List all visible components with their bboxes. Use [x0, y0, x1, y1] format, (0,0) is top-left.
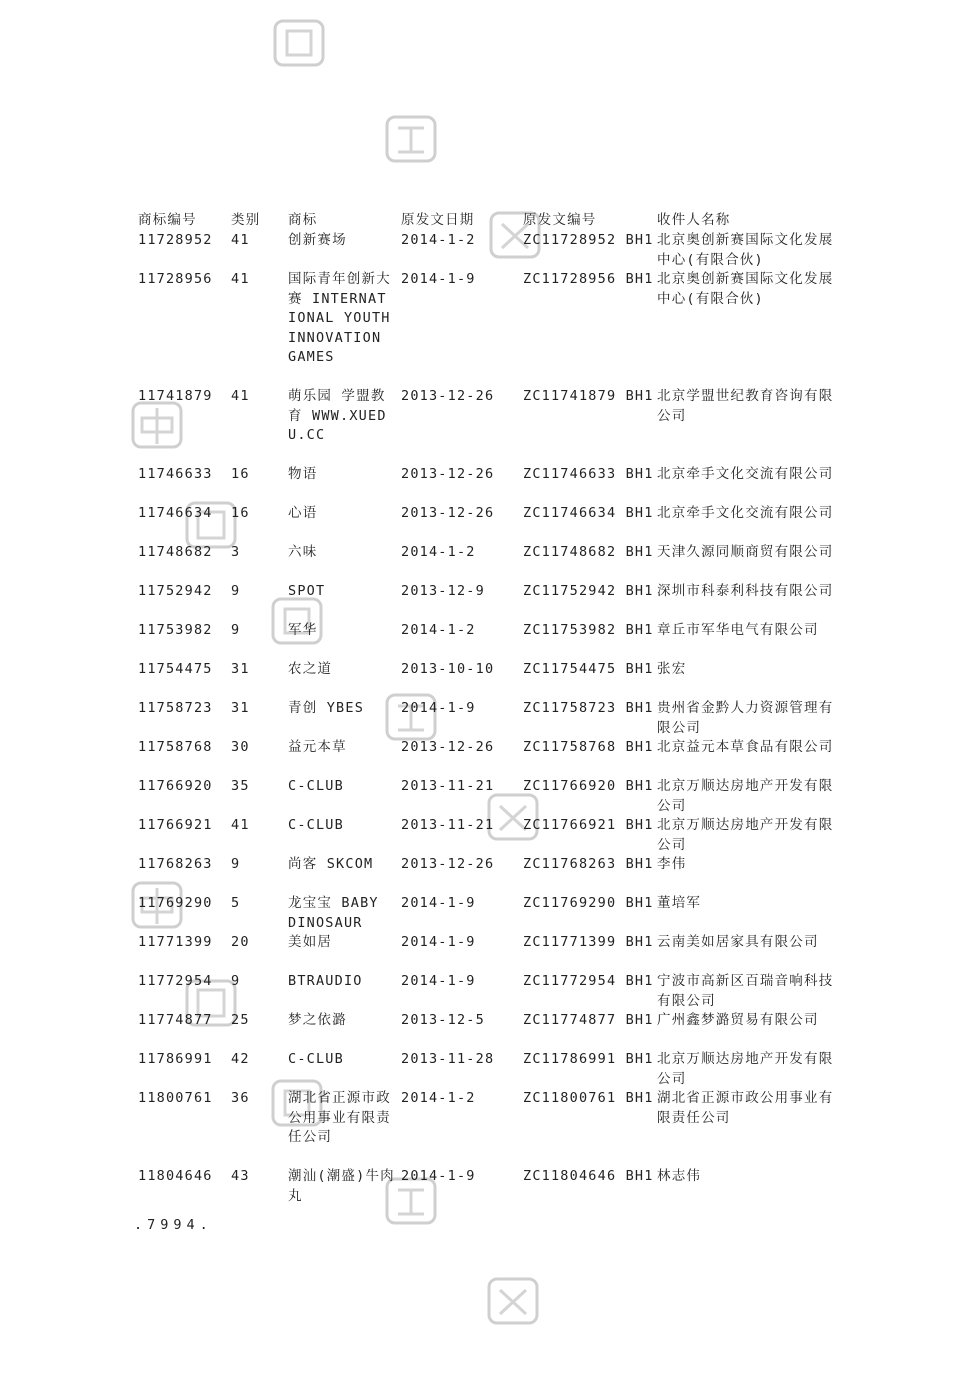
cell-trademark-number: 11766921 [138, 817, 213, 833]
table-row [138, 465, 835, 504]
cell-class: 43 [231, 1168, 250, 1184]
cell-recipient: 宁波市高新区百瑞音响科技有限公司 [657, 973, 834, 1009]
cell-class: 41 [231, 271, 250, 287]
cell-trademark: 尚客 SKCOM [288, 856, 374, 872]
watermark-stamp [384, 114, 438, 164]
cell-trademark: C-CLUB [288, 778, 344, 794]
cell-class: 9 [231, 856, 241, 872]
cell-original-doc-number: ZC11766920 BH1 [523, 778, 654, 794]
cell-recipient: 深圳市科泰利科技有限公司 [657, 583, 834, 599]
cell-class: 25 [231, 1012, 250, 1028]
cell-class: 41 [231, 817, 250, 833]
cell-original-date: 2013-12-26 [401, 388, 495, 404]
cell-trademark: 美如居 [288, 934, 333, 950]
cell-class: 16 [231, 505, 250, 521]
cell-original-date: 2013-10-10 [401, 661, 495, 677]
cell-trademark-number: 11746633 [138, 466, 213, 482]
cell-original-doc-number: ZC11800761 BH1 [523, 1090, 654, 1106]
cell-trademark-number: 11728952 [138, 232, 213, 248]
cell-original-date: 2013-12-26 [401, 505, 495, 521]
cell-class: 5 [231, 895, 241, 911]
cell-original-doc-number: ZC11771399 BH1 [523, 934, 654, 950]
cell-recipient: 北京牵手文化交流有限公司 [657, 505, 834, 521]
cell-recipient: 云南美如居家具有限公司 [657, 934, 819, 950]
table-row [138, 621, 835, 660]
cell-trademark: C-CLUB [288, 817, 344, 833]
watermark-stamp [486, 1276, 540, 1326]
cell-trademark: 农之道 [288, 661, 333, 677]
cell-original-date: 2013-12-26 [401, 466, 495, 482]
table-row [138, 1050, 835, 1089]
header-trademark-number: 商标编号 [138, 212, 197, 228]
table-row [138, 231, 835, 270]
cell-original-date: 2013-11-28 [401, 1051, 495, 1067]
cell-trademark-number: 11800761 [138, 1090, 213, 1106]
cell-class: 36 [231, 1090, 250, 1106]
cell-trademark-number: 11746634 [138, 505, 213, 521]
cell-original-doc-number: ZC11786991 BH1 [523, 1051, 654, 1067]
cell-original-date: 2013-12-26 [401, 739, 495, 755]
cell-original-doc-number: ZC11741879 BH1 [523, 388, 654, 404]
cell-trademark-number: 11768263 [138, 856, 213, 872]
table-row [138, 270, 835, 387]
cell-original-doc-number: ZC11746634 BH1 [523, 505, 654, 521]
cell-recipient: 天津久源同顺商贸有限公司 [657, 544, 834, 560]
cell-original-date: 2013-12-26 [401, 856, 495, 872]
table-row [138, 894, 835, 933]
cell-recipient: 董培军 [657, 895, 702, 911]
cell-trademark: SPOT [288, 583, 326, 599]
cell-trademark-number: 11758723 [138, 700, 213, 716]
table-row [138, 933, 835, 972]
header-original-doc-number: 原发文编号 [523, 212, 597, 228]
cell-trademark-number: 11748682 [138, 544, 213, 560]
cell-recipient: 广州鑫梦潞贸易有限公司 [657, 1012, 819, 1028]
cell-trademark: 龙宝宝 BABY DINOSAUR [288, 895, 379, 931]
cell-original-date: 2014-1-2 [401, 1090, 476, 1106]
cell-original-doc-number: ZC11768263 BH1 [523, 856, 654, 872]
table-row [138, 855, 835, 894]
table-row [138, 387, 835, 465]
header-trademark: 商标 [288, 212, 318, 228]
cell-class: 3 [231, 544, 241, 560]
table-row [138, 972, 835, 1011]
cell-class: 9 [231, 583, 241, 599]
cell-class: 9 [231, 973, 241, 989]
table-row [138, 504, 835, 543]
cell-recipient: 北京奥创新赛国际文化发展中心(有限合伙) [657, 232, 834, 268]
cell-class: 9 [231, 622, 241, 638]
cell-class: 35 [231, 778, 250, 794]
cell-trademark: BTRAUDIO [288, 973, 363, 989]
cell-original-date: 2013-12-9 [401, 583, 485, 599]
cell-trademark-number: 11772954 [138, 973, 213, 989]
cell-original-doc-number: ZC11774877 BH1 [523, 1012, 654, 1028]
cell-class: 41 [231, 232, 250, 248]
cell-recipient: 北京万顺达房地产开发有限公司 [657, 778, 834, 814]
cell-recipient: 贵州省金黔人力资源管理有限公司 [657, 700, 834, 736]
cell-recipient: 李伟 [657, 856, 687, 872]
cell-trademark-number: 11753982 [138, 622, 213, 638]
cell-original-date: 2014-1-9 [401, 973, 476, 989]
cell-trademark: 萌乐园 学盟教育 WWW.XUEDU.CC [288, 388, 387, 443]
table-header-row [138, 211, 835, 231]
cell-original-doc-number: ZC11754475 BH1 [523, 661, 654, 677]
cell-original-doc-number: ZC11748682 BH1 [523, 544, 654, 560]
table-row [138, 1167, 835, 1206]
cell-recipient: 章丘市军华电气有限公司 [657, 622, 819, 638]
watermark-stamp [272, 18, 326, 68]
cell-trademark: 物语 [288, 466, 318, 482]
cell-trademark: C-CLUB [288, 1051, 344, 1067]
cell-original-doc-number: ZC11753982 BH1 [523, 622, 654, 638]
cell-original-doc-number: ZC11769290 BH1 [523, 895, 654, 911]
cell-original-doc-number: ZC11804646 BH1 [523, 1168, 654, 1184]
cell-original-date: 2014-1-9 [401, 934, 476, 950]
cell-trademark: 创新赛场 [288, 232, 347, 248]
cell-original-doc-number: ZC11766921 BH1 [523, 817, 654, 833]
cell-trademark-number: 11754475 [138, 661, 213, 677]
cell-trademark: 湖北省正源市政公用事业有限责任公司 [288, 1090, 391, 1145]
cell-original-date: 2013-12-5 [401, 1012, 485, 1028]
table-row [138, 699, 835, 738]
cell-original-date: 2013-11-21 [401, 817, 495, 833]
table-row [138, 816, 835, 855]
table-row [138, 1011, 835, 1050]
cell-original-date: 2014-1-9 [401, 1168, 476, 1184]
cell-original-date: 2014-1-9 [401, 700, 476, 716]
cell-trademark: 军华 [288, 622, 318, 638]
cell-trademark: 国际青年创新大赛 INTERNATIONAL YOUTH INNOVATION GAMES [288, 271, 391, 365]
header-class: 类别 [231, 212, 261, 228]
cell-trademark: 潮汕(潮盛)牛肉丸 [288, 1168, 395, 1204]
cell-trademark-number: 11752942 [138, 583, 213, 599]
table-body [138, 231, 835, 1206]
header-original-date: 原发文日期 [401, 212, 475, 228]
cell-trademark-number: 11741879 [138, 388, 213, 404]
cell-trademark-number: 11771399 [138, 934, 213, 950]
cell-original-doc-number: ZC11728952 BH1 [523, 232, 654, 248]
cell-trademark: 心语 [288, 505, 318, 521]
table-row [138, 738, 835, 777]
cell-trademark-number: 11728956 [138, 271, 213, 287]
cell-class: 20 [231, 934, 250, 950]
cell-class: 31 [231, 661, 250, 677]
trademark-table [138, 211, 835, 1206]
cell-original-doc-number: ZC11772954 BH1 [523, 973, 654, 989]
header-recipient: 收件人名称 [657, 212, 731, 228]
cell-class: 31 [231, 700, 250, 716]
cell-trademark-number: 11774877 [138, 1012, 213, 1028]
cell-class: 41 [231, 388, 250, 404]
cell-original-doc-number: ZC11758768 BH1 [523, 739, 654, 755]
cell-original-date: 2014-1-2 [401, 544, 476, 560]
cell-recipient: 北京万顺达房地产开发有限公司 [657, 1051, 834, 1087]
cell-recipient: 北京学盟世纪教育咨询有限公司 [657, 388, 834, 424]
table-row [138, 543, 835, 582]
cell-recipient: 湖北省正源市政公用事业有限责任公司 [657, 1090, 834, 1126]
cell-recipient: 林志伟 [657, 1168, 702, 1184]
table-row [138, 1089, 835, 1167]
cell-original-doc-number: ZC11758723 BH1 [523, 700, 654, 716]
cell-trademark: 青创 YBES [288, 700, 365, 716]
cell-original-date: 2013-11-21 [401, 778, 495, 794]
cell-recipient: 北京益元本草食品有限公司 [657, 739, 834, 755]
cell-recipient: 北京奥创新赛国际文化发展中心(有限合伙) [657, 271, 834, 307]
cell-original-date: 2014-1-9 [401, 271, 476, 287]
table-row [138, 582, 835, 621]
cell-original-date: 2014-1-9 [401, 895, 476, 911]
cell-trademark-number: 11804646 [138, 1168, 213, 1184]
table-row [138, 660, 835, 699]
cell-original-date: 2014-1-2 [401, 232, 476, 248]
cell-original-doc-number: ZC11728956 BH1 [523, 271, 654, 287]
cell-original-date: 2014-1-2 [401, 622, 476, 638]
page-number: .7994. [134, 1217, 213, 1233]
cell-recipient: 北京万顺达房地产开发有限公司 [657, 817, 834, 853]
cell-trademark-number: 11758768 [138, 739, 213, 755]
cell-original-doc-number: ZC11746633 BH1 [523, 466, 654, 482]
cell-recipient: 张宏 [657, 661, 687, 677]
cell-original-doc-number: ZC11752942 BH1 [523, 583, 654, 599]
cell-class: 42 [231, 1051, 250, 1067]
cell-class: 16 [231, 466, 250, 482]
cell-trademark-number: 11786991 [138, 1051, 213, 1067]
cell-trademark: 益元本草 [288, 739, 347, 755]
cell-class: 30 [231, 739, 250, 755]
table-row [138, 777, 835, 816]
cell-trademark: 六味 [288, 544, 318, 560]
cell-trademark-number: 11769290 [138, 895, 213, 911]
cell-recipient: 北京牵手文化交流有限公司 [657, 466, 834, 482]
cell-trademark: 梦之依潞 [288, 1012, 347, 1028]
cell-trademark-number: 11766920 [138, 778, 213, 794]
